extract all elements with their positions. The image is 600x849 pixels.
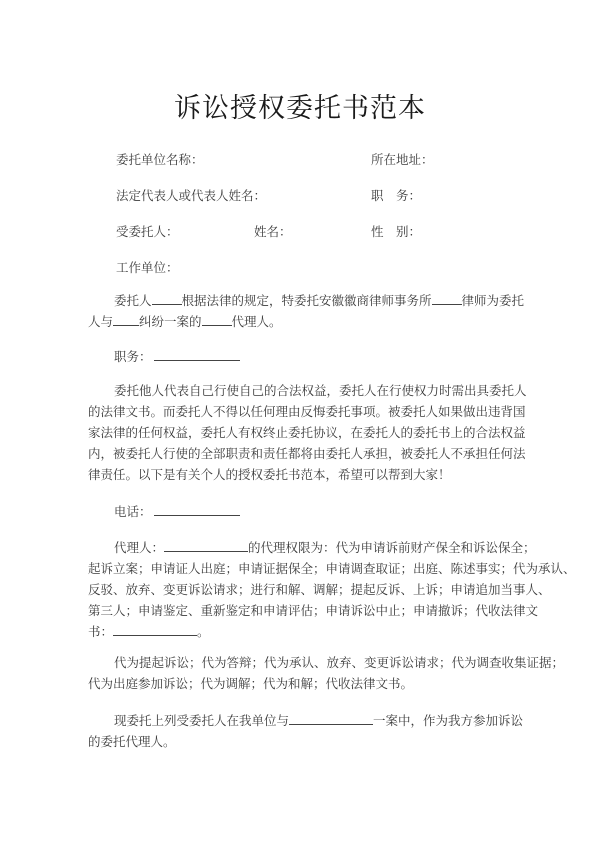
- paragraph-line: 书： 。: [88, 624, 210, 639]
- blank-field: [154, 349, 240, 361]
- phone-line: 电话：: [88, 501, 512, 522]
- gender-label: 性 别：: [371, 224, 422, 239]
- blank-field: [164, 540, 248, 552]
- paragraph-line: 起诉立案；申请证人出庭；申请证据保全；申请调查取证；出庭、陈述事实；代为承认、: [88, 561, 576, 576]
- paragraph-powers: [88, 652, 565, 694]
- paragraph-line: 第三人；申请鉴定、重新鉴定和申请评估；申请诉讼中止；申请撤诉；代收法律文: [88, 603, 539, 618]
- paragraph-line: 委托他人代表自己行使自己的合法权益，委托人在行使权力时需出具委托人: [114, 383, 527, 398]
- unit-name-label: 委托单位名称：: [116, 152, 204, 167]
- paragraph-line: 家法律的任何权益，委托人有权终止委托协议，在委托人的委托书上的合法权益: [88, 425, 526, 440]
- address-label: 所在地址：: [371, 152, 434, 167]
- blank-field: [113, 624, 197, 636]
- paragraph-line: 代理人： 的代理权限为：代为申请诉前财产保全和诉讼保全；: [114, 540, 536, 555]
- paragraph-line: 的法律文书。而委托人不得以任何理由反悔委托事项。被委托人如果做出违背国: [88, 404, 526, 419]
- paragraph-line: 内，被委托人行使的全部职责和责任都将由委托人承担，被委托人不承担任何法: [88, 446, 526, 461]
- paragraph-authority: [88, 537, 576, 642]
- blank-field: [202, 314, 232, 326]
- paragraph-line: 人与 纠纷一案的 代理人。: [88, 314, 282, 329]
- blank-field: [154, 504, 240, 516]
- paragraph-line: 反驳、放弃、变更诉讼请求；进行和解、调解；提起反诉、上诉；申请追加当事人、: [88, 582, 551, 597]
- blank-field: [432, 293, 462, 305]
- paragraph-line: 律责任。以下是有关个人的授权委托书范本，希望可以帮到大家！: [88, 467, 451, 482]
- blank-field: [289, 713, 373, 725]
- document-title: 诉讼授权委托书范本: [174, 93, 426, 124]
- paragraph-line: 代为出庭参加诉讼；代为调解；代为和解；代收法律文书。: [88, 676, 414, 691]
- paragraph-conclusion: [88, 710, 524, 752]
- paragraph-line: 委托人 根据法律的规定，特委托安徽徽商律师事务所 律师为委托: [114, 293, 525, 308]
- legal-rep-label: 法定代表人或代表人姓名：: [116, 188, 267, 203]
- paragraph-entrust: [88, 290, 525, 332]
- blank-field: [152, 293, 182, 305]
- position-label: 职 务：: [371, 188, 422, 203]
- name-label: 姓名：: [254, 224, 292, 239]
- paragraph-line: 现委托上列受委托人在我单位与 一案中，作为我方参加诉讼: [114, 713, 524, 728]
- paragraph-line: 代为提起诉讼；代为答辩；代为承认、放弃、变更诉讼请求；代为调查收集证据；: [114, 655, 565, 670]
- paragraph-line: 的委托代理人。: [88, 734, 176, 749]
- position-line: 职务：: [88, 346, 512, 367]
- paragraph-explanation: [88, 380, 527, 485]
- work-unit-label: 工作单位：: [116, 260, 179, 275]
- agent-label: 受委托人：: [116, 224, 179, 239]
- blank-field: [113, 314, 139, 326]
